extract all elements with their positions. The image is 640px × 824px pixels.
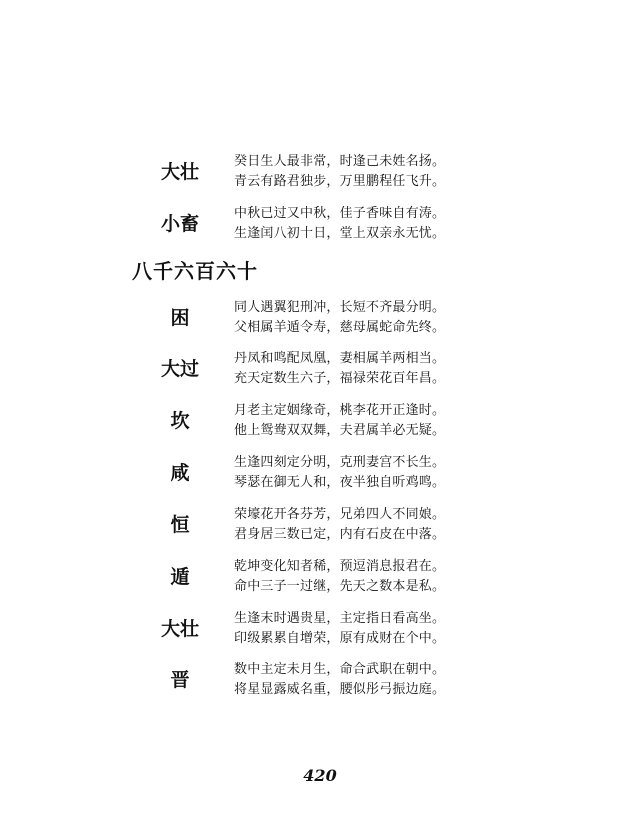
verse-line-1: 乾坤变化知者稀，预逗消息报君在。 [234, 559, 446, 574]
entry-kan [0, 399, 640, 443]
verse-line-2: 他上鸳鸯双双舞，夫君属羊必无疑。 [234, 423, 446, 438]
verse-line-2: 生逢闰八初十日，堂上双亲永无忧。 [234, 226, 446, 241]
entry-xian [0, 451, 640, 495]
verse-line-1: 丹凤和鸣配凤凰，妻相属羊两相当。 [234, 351, 446, 366]
entry-kun [0, 296, 640, 340]
verse-line-1: 数中主定未月生，命合武职在朝中。 [234, 662, 446, 677]
hexagram-name: 坎 [170, 410, 190, 432]
verse-line-1: 生逢四刻定分明，克刑妻宫不长生。 [234, 455, 446, 470]
verse-line-1: 荣壕花开各芬芳，兄弟四人不同娘。 [234, 507, 446, 522]
hexagram-name: 困 [170, 307, 190, 329]
entry-jin [0, 658, 640, 702]
verse-line-2: 充天定数生六子，福禄荣花百年昌。 [234, 371, 446, 386]
verse-line-2: 青云有路君独步，万里鹏程任飞升。 [234, 174, 446, 189]
entry-dazhuang-1 [0, 150, 640, 194]
hexagram-name: 咸 [170, 462, 190, 484]
hexagram-name: 遁 [170, 566, 190, 588]
verse-line-2: 父相属羊遁令寿，慈母属蛇命先终。 [234, 320, 446, 335]
verse-line-2: 印级累累自增荣，原有成财在个中。 [234, 631, 446, 646]
verse-line-1: 生逢末时遇贵星，主定指日看高坐。 [234, 611, 446, 626]
entry-dazhuang-2 [0, 607, 640, 651]
entry-daguo [0, 347, 640, 391]
verse-line-2: 琴瑟在御无人和，夜半独自听鸡鸣。 [234, 475, 446, 490]
hexagram-name: 大过 [160, 358, 199, 380]
hexagram-name: 大壮 [160, 161, 199, 183]
entry-heng [0, 503, 640, 547]
hexagram-name: 恒 [170, 514, 190, 536]
verse-line-1: 同人遇翼犯刑冲，长短不齐最分明。 [234, 300, 446, 315]
hexagram-name: 晋 [170, 669, 190, 691]
entry-dun [0, 555, 640, 599]
verse-line-1: 癸日生人最非常，时逢己未姓名扬。 [234, 154, 446, 169]
page-number: 420 [303, 766, 337, 785]
verse-line-2: 将星显露威名重，腰似彤弓振边庭。 [234, 682, 446, 697]
verse-line-2: 君身居三数已定，内有石皮在中落。 [234, 527, 446, 542]
verse-line-1: 中秋已过又中秋，佳子香味自有涛。 [234, 206, 446, 221]
entry-xiaoxu [0, 202, 640, 246]
verse-line-2: 命中三子一过继，先天之数本是私。 [234, 579, 446, 594]
hexagram-name: 大壮 [160, 618, 199, 640]
hexagram-name: 小畜 [160, 213, 199, 235]
section-heading: 八千六百六十 [132, 259, 258, 283]
verse-line-1: 月老主定姻缘奇，桃李花开正逢时。 [234, 403, 446, 418]
